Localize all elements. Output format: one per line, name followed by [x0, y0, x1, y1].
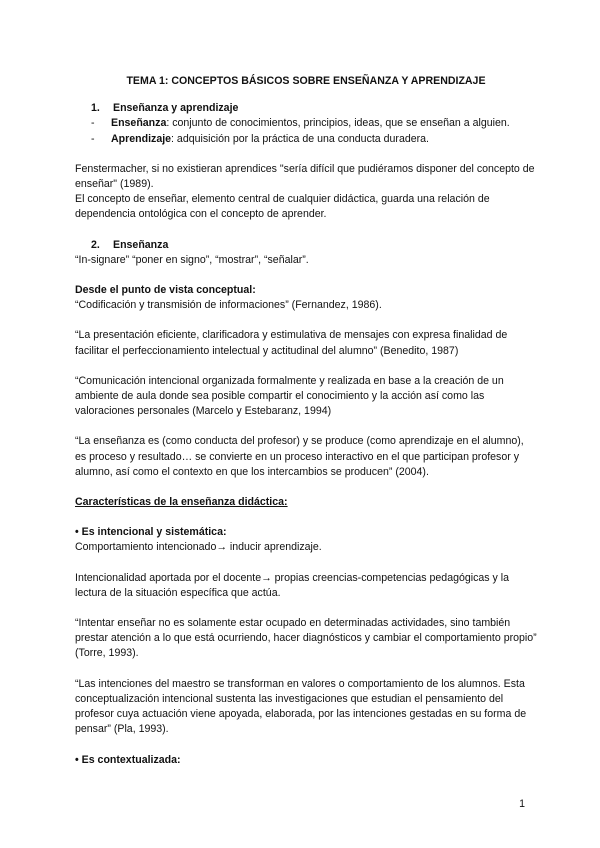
quote-fernandez: “Codificación y transmisión de informaciones” (Fernandez, 1986).	[75, 299, 382, 312]
definition-ensenanza-text: : conjunto de conocimientos, principios, ideas, que se enseñan a alguien.	[166, 117, 510, 130]
quote-torre: “Intentar enseñar no es solamente estar ocupado en determinadas actividades, sino también prestar atención a lo que está ocurriendo, hacer diagnósticos y cambiar el comportamiento propio” (Torre, 1993).	[75, 617, 537, 660]
paragraph-comportamiento: Comportamiento intencionado→ inducir aprendizaje.	[75, 541, 322, 554]
characteristic-contextualizada-heading: • Es contextualizada:	[75, 753, 181, 766]
definition-list	[75, 116, 537, 146]
section-1-number: 1.	[91, 102, 100, 115]
term-aprendizaje: Aprendizaje	[111, 132, 172, 145]
paragraph-fenstermacher: Fenstermacher, si no existieran aprendices "sería difícil que pudiéramos disponer del concepto de enseñar" (1989).	[75, 162, 535, 191]
characteristics-heading: Características de la enseñanza didáctica:	[75, 496, 288, 509]
quote-benedito: “La presentación eficiente, clarificadora y estimulativa de mensajes con expresa finalidad de facilitar el perfeccionamiento intelectual y actitudinal del alumno” (Benedito, 1987)	[75, 329, 508, 357]
quote-marcelo: “Comunicación intencional organizada formalmente y realizada en base a la creación de un ambiente de aula donde sea posible compartir el conocimiento y la acción así como las valoraciones personales (Marcelo y Estebaranz, 1994)	[75, 374, 504, 418]
page-content	[75, 74, 537, 768]
section-1-heading	[75, 101, 537, 116]
definition-aprendizaje: - Aprendizaje: adquisición por la práctica de una conducta duradera.	[91, 132, 429, 145]
document-title: TEMA 1: CONCEPTOS BÁSICOS SOBRE ENSEÑANZA Y APRENDIZAJE	[126, 75, 486, 87]
term-ensenanza: Enseñanza	[111, 117, 167, 130]
definition-aprendizaje-text: : adquisición por la práctica de una conducta duradera.	[171, 132, 429, 145]
section-2-heading	[75, 238, 537, 253]
page-number: 1	[519, 798, 525, 810]
quote-2004: “La enseñanza es (como conducta del profesor) y se produce (como aprendizaje en el alumno), es proceso y resultado… se convierte en un proceso interactivo en el que participan profesor y alumno, así como el contexto en que los intercambios se producen” (2004).	[75, 435, 524, 478]
paragraph-intencionalidad: Intencionalidad aportada por el docente→ propias creencias-competencias pedagógicas y la lectura de la situación específica que actúa.	[75, 571, 510, 599]
section-2-number: 2.	[91, 238, 100, 251]
paragraph-in-signare: “In-signare” “poner en signo”, “mostrar”, “señalar”.	[75, 253, 309, 266]
section-1-title: Enseñanza y aprendizaje	[113, 102, 239, 115]
quote-pla: “Las intenciones del maestro se transforman en valores o comportamiento de los alumnos. Esta conceptualización intencional sustenta las investigaciones que estudian el pensamiento del profesor cuya actuación viene apoyada, elaborada, por las intenciones gestadas en su forma de pensar” (Pla, 1993).	[75, 677, 527, 736]
paragraph-concepto: El concepto de enseñar, elemento central de cualquier didáctica, guarda una relación de dependencia ontológica con el concepto de aprender.	[75, 193, 490, 221]
characteristic-intencional-heading: • Es intencional y sistemática:	[75, 526, 227, 539]
conceptual-heading: Desde el punto de vista conceptual:	[75, 284, 256, 297]
definition-ensenanza: - Enseñanza: conjunto de conocimientos, principios, ideas, que se enseñan a alguien.	[91, 117, 510, 130]
section-2-title: Enseñanza	[113, 238, 169, 251]
